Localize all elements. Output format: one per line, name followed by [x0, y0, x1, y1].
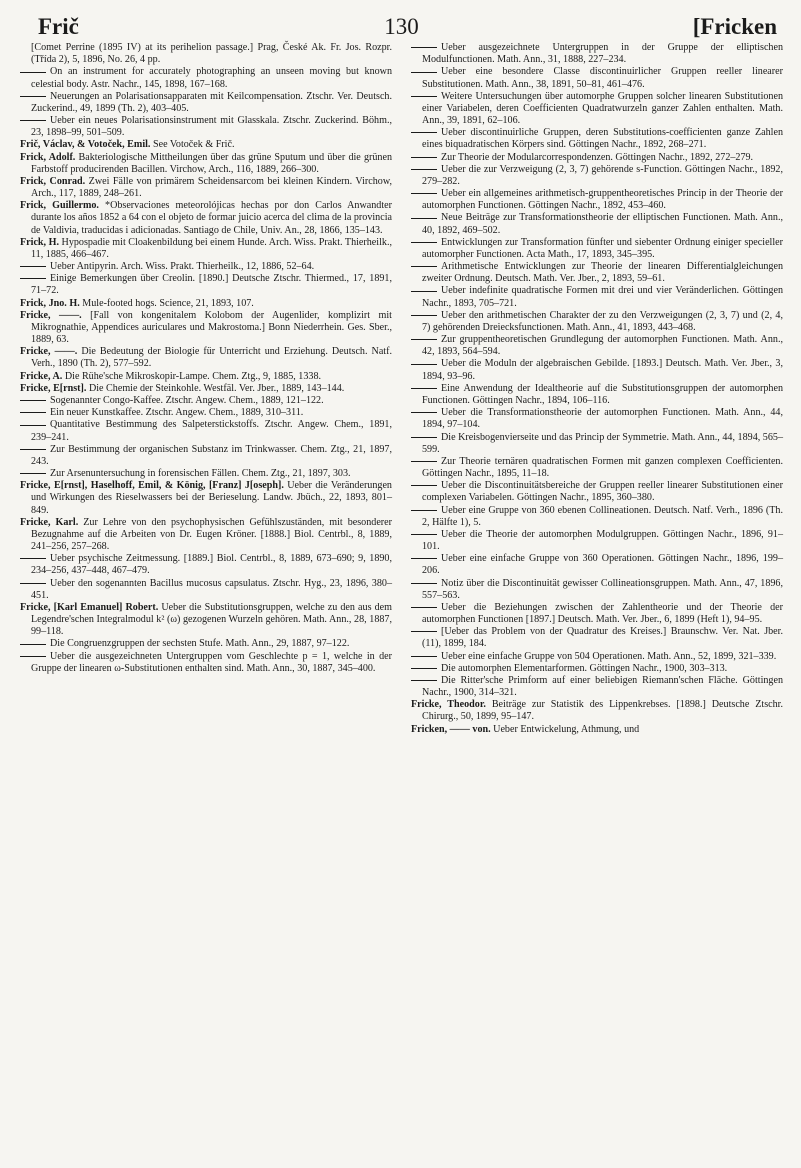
bibliography-entry: [411, 334, 783, 358]
entry-author: Frič, Václav, & Votoček, Emil.: [20, 139, 151, 151]
entry-text: Zur Theorie ternären quadratischen Formen mit ganzen complexen Coefficienten. Göttingen Nachr., 1895, 11–18.: [422, 455, 783, 480]
bibliography-entry: [411, 152, 783, 164]
ditto-dash: [411, 364, 437, 365]
ditto-dash: [411, 96, 437, 97]
entry-text: Zur Bestimmung der organischen Substanz im Trinkwasser. Chem. Ztg., 21, 1897, 243.: [31, 443, 392, 467]
bibliography-entry: [20, 200, 392, 237]
bibliography-entry: [411, 505, 783, 529]
entry-text: Neue Beiträge zur Transformationstheorie der elliptischen Functionen. Math. Ann., 40, 1892, 469–502.: [422, 212, 783, 236]
entry-author: Frick, Guillermo.: [20, 200, 99, 212]
bibliography-entry: [20, 176, 392, 200]
bibliography-entry: [411, 626, 783, 650]
ditto-dash: [411, 47, 437, 48]
entry-text: Ueber psychische Zeitmessung. [1889.] Biol. Centrbl., 8, 1889, 673–690; 9, 1890, 234–256, 437–448, 467–479.: [31, 553, 392, 577]
ditto-dash: [411, 242, 437, 243]
ditto-dash: [20, 644, 46, 645]
entry-text: Ueber ausgezeichnete Untergruppen in der Gruppe der elliptischen Modulfunctionen. Math. Ann., 31, 1888, 227–234.: [422, 42, 783, 66]
bibliography-entry: [411, 432, 783, 456]
entry-text: Entwicklungen zur Transformation fünfter und siebenter Ordnung einiger specieller automorpher Functionen. Acta Math., 17, 1893, 345–395.: [422, 236, 783, 260]
right-column: [411, 42, 783, 736]
entry-text: Neuerungen an Polarisationsapparaten mit Keilcompensation. Ztschr. Ver. Deutsch. Zuckerind., 49, 1899 (Th. 2), 403–405.: [31, 90, 392, 114]
ditto-dash: [20, 583, 46, 584]
bibliography-entry: [411, 164, 783, 188]
entry-author: Fricke, ——.: [20, 309, 82, 321]
bibliography-entry: [411, 602, 783, 626]
entry-text: Die Congruenzgruppen der sechsten Stufe. Math. Ann., 29, 1887, 97–122.: [50, 638, 350, 650]
ditto-dash: [20, 558, 46, 559]
bibliography-entry: [20, 602, 392, 639]
ditto-dash: [411, 339, 437, 340]
entry-text: Ueber discontinuirliche Gruppen, deren Substitutions-coefficienten ganze Zahlen eines biquadratischen Körpers sind. Göttingen Nachr., 1892, 268–271.: [422, 127, 783, 151]
ditto-dash: [20, 473, 46, 474]
entry-text: Beiträge zur Statistik des Lippenkrebses. [1898.] Deutsche Ztschr. Chirurg., 50, 1899, 95–147.: [422, 699, 783, 723]
bibliography-entry: [411, 42, 783, 66]
entry-text: Ueber die ausgezeichneten Untergruppen vom Geschlechte p = 1, welche in der Gruppe der linearen ω-Substitutionen enthalten sind. Math. Ann., 30, 1887, 345–400.: [31, 650, 392, 674]
entry-text: Eine Anwendung der Idealtheorie auf die Substitutionsgruppen der automorphen Functionen. Göttingen Nachr., 1894, 106–116.: [422, 382, 783, 406]
two-column-body: [20, 42, 783, 736]
bibliography-entry: [20, 139, 392, 151]
bibliography-entry: [411, 66, 783, 90]
ditto-dash: [411, 388, 437, 389]
ditto-dash: [411, 680, 437, 681]
header-right-term: [Fricken: [692, 14, 777, 39]
ditto-dash: [411, 461, 437, 462]
ditto-dash: [411, 631, 437, 632]
ditto-dash: [20, 266, 46, 267]
entry-text: Ueber die zur Verzweigung (2, 3, 7) gehörende s-Function. Göttingen Nachr., 1892, 279–282.: [422, 163, 783, 187]
ditto-dash: [411, 169, 437, 170]
entry-author: Frick, Jno. H.: [20, 297, 80, 309]
bibliography-entry: [411, 578, 783, 602]
bibliography-entry: [20, 91, 392, 115]
bibliography-entry: [411, 212, 783, 236]
entry-text: Ueber die Discontinuitätsbereiche der Gruppen reeller linearer Substitutionen einer complexen Variabelen. Göttingen Nachr., 1895, 360–380.: [422, 480, 783, 504]
bibliography-entry: [411, 261, 783, 285]
running-header: [20, 8, 783, 42]
ditto-dash: [411, 510, 437, 511]
ditto-dash: [411, 558, 437, 559]
bibliography-entry: [20, 66, 392, 90]
ditto-dash: [411, 534, 437, 535]
ditto-dash: [20, 449, 46, 450]
bibliography-entry: [411, 529, 783, 553]
ditto-dash: [411, 437, 437, 438]
entry-author: Fricke, E[rnst], Haselhoff, Emil, & König, [Franz] J[oseph].: [20, 480, 284, 492]
entry-author: Fricke, Karl.: [20, 516, 79, 528]
bibliography-entry: [411, 553, 783, 577]
bibliography-entry: [20, 578, 392, 602]
bibliography-entry: [411, 358, 783, 382]
entry-text: Mule-footed hogs. Science, 21, 1893, 107.: [79, 297, 254, 309]
entry-text: [Comet Perrine (1895 IV) at its perihelion passage.] Prag, České Ak. Fr. Jos. Rozpr. (Třída 2), 5, 1896, No. 26, 4 pp.: [31, 42, 392, 66]
ditto-dash: [20, 72, 46, 73]
bibliography-entry: [20, 395, 392, 407]
bibliography-entry: [20, 115, 392, 139]
entry-text: Notiz über die Discontinuität gewisser Collineationsgruppen. Math. Ann., 47, 1896, 557–563.: [422, 577, 783, 601]
entry-text: Ueber eine einfache Gruppe von 504 Operationen. Math. Ann., 52, 1899, 321–339.: [441, 650, 777, 662]
entry-author: Fricke, Theodor.: [411, 699, 486, 711]
bibliography-entry: [411, 663, 783, 675]
bibliography-entry: [20, 651, 392, 675]
ditto-dash: [411, 412, 437, 413]
ditto-dash: [20, 656, 46, 657]
entry-text: See Votoček & Frič.: [150, 139, 235, 151]
bibliography-entry: [20, 152, 392, 176]
ditto-dash: [411, 607, 437, 608]
entry-text: Zur Theorie der Modularcorrespondenzen. Göttingen Nachr., 1892, 272–279.: [441, 151, 754, 163]
page-number: 130: [384, 14, 419, 39]
left-column: [20, 42, 392, 736]
bibliography-entry: [411, 724, 783, 736]
bibliography-entry: [411, 480, 783, 504]
entry-author: Frick, Conrad.: [20, 175, 86, 187]
entry-text: Ein neuer Kunstkaffee. Ztschr. Angew. Chem., 1889, 310–311.: [50, 407, 304, 419]
entry-text: Zur gruppentheoretischen Grundlegung der automorphen Functionen. Math. Ann., 42, 1893, 564–594.: [422, 334, 783, 358]
entry-text: Die Kreisbogenvierseite und das Princip der Symmetrie. Math. Ann., 44, 1894, 565–599.: [422, 431, 783, 455]
entry-text: Sogenannter Congo-Kaffee. Ztschr. Angew. Chem., 1889, 121–122.: [50, 394, 324, 406]
entry-text: Ueber Entwickelung, Athmung, und: [490, 723, 640, 735]
entry-text: Zur Lehre von den psychophysischen Gefühlszuständen, mit besonderer Bezugnahme auf die Arbeiten von Dr. Eugen Kröner. [1888.] Biol. Centrbl., 8, 1889, 241–256, 257–268.: [31, 516, 392, 553]
entry-text: *Observaciones meteorolójicas hechas por don Carlos Anwandter durante los años 1852 a 64 con el objeto de formar juicio acerca del clima de la provincia de Valdivia, traducidas i adicionadas. Santiago de Chile, Univ. An., 28, 1866, 135–143.: [31, 200, 392, 236]
ditto-dash: [411, 485, 437, 486]
ditto-dash: [411, 583, 437, 584]
bibliography-entry: [20, 383, 392, 395]
bibliography-entry: [20, 407, 392, 419]
entry-text: Ueber eine einfache Gruppe von 360 Operationen. Göttingen Nachr., 1896, 199–206.: [422, 553, 783, 577]
bibliography-entry: [411, 237, 783, 261]
entry-text: Arithmetische Entwicklungen zur Theorie der linearen Differentialgleichungen zweiter Ordnung. Deutsch. Math. Ver. Jber., 2, 1893, 59–61.: [422, 261, 783, 285]
entry-text: On an instrument for accurately photographing an unseen moving but known celestial body. Astr. Nachr., 145, 1898, 167–168.: [31, 66, 392, 90]
entry-text: [Fall von kongenitalem Kolobom der Augenlider, komplizirt mit Mikrognathie, Appendices auriculares und Makrostoma.] Bonn Niederrhein. Ges. Sber., 1889, 63.: [31, 309, 392, 346]
entry-text: Ueber die Moduln der algebraischen Gebilde. [1893.] Deutsch. Math. Ver. Jber., 3, 1894, 93–96.: [422, 358, 783, 382]
bibliography-entry: [411, 699, 783, 723]
header-left-term: Frič: [38, 14, 79, 39]
entry-author: Fricke, E[rnst].: [20, 382, 87, 394]
ditto-dash: [411, 193, 437, 194]
entry-text: Die Chemie der Steinkohle. Westfäl. Ver. Jber., 1889, 143–144.: [86, 382, 345, 394]
bibliography-entry: [411, 310, 783, 334]
entry-text: [Ueber das Problem von der Quadratur des Kreises.] Braunschw. Ver. Nat. Jber. (11), 1899, 184.: [422, 626, 783, 650]
ditto-dash: [411, 266, 437, 267]
entry-text: Ueber indefinite quadratische Formen mit drei und vier Veränderlichen. Göttingen Nachr., 1893, 705–721.: [422, 285, 783, 309]
entry-text: Ueber eine Gruppe von 360 ebenen Collineationen. Deutsch. Natf. Verh., 1896 (Th. 2, Hälfte 1), 5.: [422, 504, 783, 528]
entry-author: Fricke, ——.: [20, 346, 78, 358]
ditto-dash: [411, 218, 437, 219]
ditto-dash: [411, 315, 437, 316]
bibliography-entry: [20, 553, 392, 577]
entry-text: Ueber ein neues Polarisationsinstrument mit Glasskala. Ztschr. Zuckerind. Böhm., 23, 1898–99, 501–509.: [31, 115, 392, 139]
entry-author: Frick, H.: [20, 236, 59, 248]
entry-text: Ueber die Substitutionsgruppen, welche zu den aus dem Legendre'schen Integralmodul k² (ω) gezogenen Wurzeln gehören. Math. Ann., 28, 1887, 99–118.: [31, 601, 392, 638]
ditto-dash: [411, 72, 437, 73]
bibliography-entry: [20, 42, 392, 66]
bibliography-entry: [20, 237, 392, 261]
entry-text: Hypospadie mit Cloakenbildung bei einem Hunde. Arch. Wiss. Prakt. Thierheilk., 11, 1885, 466–467.: [31, 236, 392, 260]
bibliography-entry: [20, 517, 392, 554]
ditto-dash: [411, 291, 437, 292]
entry-author: Fricke, A.: [20, 370, 63, 382]
bibliography-entry: [411, 407, 783, 431]
ditto-dash: [411, 157, 437, 158]
entry-text: Ueber den sogenannten Bacillus mucosus capsulatus. Ztschr. Hyg., 23, 1896, 380–451.: [31, 577, 392, 601]
entry-text: Die automorphen Elementarformen. Göttingen Nachr., 1900, 303–313.: [441, 662, 728, 674]
ditto-dash: [20, 278, 46, 279]
entry-text: Bakteriologische Mittheilungen über das grüne Sputum und über die grünen Farbstoff producirenden Bacillen. Virchow, Arch., 116, 1889, 266–300.: [31, 151, 392, 175]
entry-text: Die Rühe'sche Mikroskopir-Lampe. Chem. Ztg., 9, 1885, 1338.: [62, 370, 322, 382]
bibliography-entry: [411, 383, 783, 407]
bibliography-entry: [411, 456, 783, 480]
bibliography-entry: [20, 480, 392, 517]
bibliography-entry: [20, 310, 392, 347]
entry-text: Ueber die Veränderungen und Wirkungen des Rieselwassers bei der Berieselung. Landw. Jbüch., 22, 1893, 801–849.: [31, 480, 392, 516]
bibliography-entry: [411, 675, 783, 699]
entry-text: Ueber Antipyrin. Arch. Wiss. Prakt. Thierheilk., 12, 1886, 52–64.: [50, 261, 315, 273]
bibliography-entry: [20, 298, 392, 310]
bibliography-entry: [20, 371, 392, 383]
bibliography-entry: [20, 261, 392, 273]
entry-text: Ueber die Transformationstheorie der automorphen Functionen. Math. Ann., 44, 1894, 97–104.: [422, 407, 783, 431]
bibliography-entry: [411, 651, 783, 663]
entry-text: Die Bedeutung der Biologie für Unterricht und Erziehung. Deutsch. Natf. Verh., 1890 (Th. 2), 577–592.: [31, 346, 392, 370]
entry-text: Quantitative Bestimmung des Salpeterstickstoffs. Ztschr. Angew. Chem., 1891, 239–241.: [31, 419, 392, 443]
ditto-dash: [20, 400, 46, 401]
entry-text: Zwei Fälle von primärem Scheidensarcom bei kleinen Kindern. Virchow, Arch., 117, 1889, 248–261.: [31, 175, 392, 200]
entry-text: Weitere Untersuchungen über automorphe Gruppen solcher linearen Substitutionen einer Variabelen, deren Coefficienten Quadratwurzeln ganzer Zahlen enthalten. Math. Ann., 39, 1891, 62–106.: [422, 90, 783, 127]
entry-text: Die Ritter'sche Primform auf einer beliebigen Riemann'schen Fläche. Göttingen Nachr., 1900, 314–321.: [422, 674, 783, 699]
bibliography-entry: [20, 444, 392, 468]
bibliography-entry: [411, 285, 783, 309]
ditto-dash: [411, 132, 437, 133]
entry-text: Ueber die Beziehungen zwischen der Zahlentheorie und der Theorie der automorphen Functionen [1897.] Deutsch. Math. Ver. Jber., 6, 1899 (Heft 1), 94–95.: [422, 601, 783, 626]
entry-author: Fricken, —— von.: [411, 723, 491, 735]
bibliography-entry: [411, 127, 783, 151]
entry-text: Ueber den arithmetischen Charakter der zu den Verzweigungen (2, 3, 7) und (2, 4, 7) gehörenden Dreiecksfunctionen. Math. Ann., 41, 1893, 443–468.: [422, 309, 783, 333]
entry-text: Ueber die Theorie der automorphen Modulgruppen. Göttingen Nachr., 1896, 91–101.: [422, 528, 783, 553]
entry-text: Zur Arsenuntersuchung in forensischen Fällen. Chem. Ztg., 21, 1897, 303.: [50, 468, 351, 480]
entry-author: Fricke, [Karl Emanuel] Robert.: [20, 601, 159, 613]
bibliography-entry: [20, 638, 392, 650]
ditto-dash: [20, 425, 46, 426]
entry-author: Frick, Adolf.: [20, 151, 76, 163]
ditto-dash: [411, 668, 437, 669]
bibliography-entry: [411, 91, 783, 128]
ditto-dash: [411, 656, 437, 657]
entry-text: Einige Bemerkungen über Creolin. [1890.] Deutsche Ztschr. Thiermed., 17, 1891, 71–72.: [31, 273, 392, 297]
bibliography-entry: [20, 273, 392, 297]
ditto-dash: [20, 120, 46, 121]
bibliography-entry: [20, 346, 392, 370]
entry-text: Ueber ein allgemeines arithmetisch-gruppentheoretisches Princip in der Theorie der automorphen Functionen. Göttingen Nachr., 1892, 453–460.: [422, 188, 783, 212]
bibliography-entry: [20, 419, 392, 443]
bibliography-entry: [411, 188, 783, 212]
bibliography-entry: [20, 468, 392, 480]
ditto-dash: [20, 412, 46, 413]
entry-text: Ueber eine besondere Classe discontinuirlicher Gruppen reeller linearer Substitutionen. Math. Ann., 38, 1891, 50–81, 461–476.: [422, 66, 783, 90]
ditto-dash: [20, 96, 46, 97]
